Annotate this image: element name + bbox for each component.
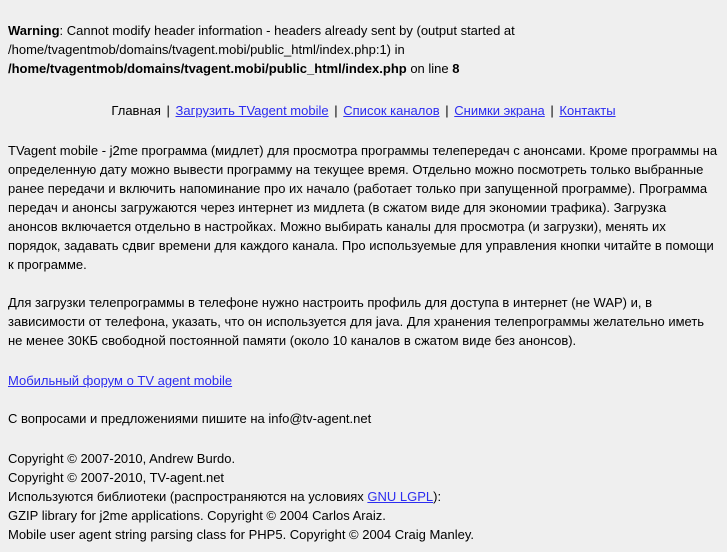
- php-warning-line-2: /home/tvagentmob/domains/tvagent.mobi/public_html/index.php:1) in: [8, 42, 405, 57]
- nav-link-channel-list[interactable]: Список каналов: [343, 103, 440, 118]
- php-warning-on-line-text: on line: [406, 61, 453, 76]
- library-credit-useragent: Mobile user agent string parsing class for PHP5. Copyright © 2004 Craig Manley.: [8, 527, 475, 542]
- libraries-license-line: [8, 487, 719, 506]
- nav-separator: |: [550, 103, 554, 118]
- copyright-author-line: Copyright © 2007-2010, Andrew Burdo.: [8, 451, 236, 466]
- library-credit-gzip: GZIP library for j2me applications. Copyright © 2004 Carlos Araiz.: [8, 508, 386, 523]
- php-warning-label: Warning: [8, 23, 60, 38]
- description-paragraph-2: Для загрузки телепрограммы в телефоне нужно настроить профиль для доступа в интернет (не WAP) и, в зависимости от телефона, указать, что он используется для java. Для хранения телепрограммы желательно иметь не менее 30КБ свободной постоянной памяти (около 10 каналов в сжатом виде без анонсов).: [8, 295, 705, 348]
- php-warning-line-1-text: : Cannot modify header information - headers already sent by (output started at: [59, 23, 515, 38]
- forum-link-line: [8, 371, 719, 390]
- nav-separator: |: [445, 103, 449, 118]
- libraries-license-suffix: ):: [433, 489, 442, 504]
- php-warning-line-3: [8, 59, 719, 78]
- libraries-license-prefix: Используются библиотеки (распространяются на условиях: [8, 489, 368, 504]
- php-warning-file-path: /home/tvagentmob/domains/tvagent.mobi/public_html/index.php: [8, 61, 407, 76]
- main-navigation: [8, 101, 719, 120]
- mobile-forum-link[interactable]: Мобильный форум о TV agent mobile: [8, 373, 233, 388]
- nav-item-home-current: Главная: [111, 103, 161, 118]
- contact-email-line: С вопросами и предложениями пишите на info@tv-agent.net: [8, 411, 372, 426]
- copyright-site-line: Copyright © 2007-2010, TV-agent.net: [8, 470, 225, 485]
- nav-separator: |: [166, 103, 170, 118]
- nav-link-download[interactable]: Загрузить TVagent mobile: [175, 103, 329, 118]
- nav-separator: |: [334, 103, 338, 118]
- description-paragraph-1: TVagent mobile - j2me программа (мидлет) для просмотра программы телепередач с анонсами. Кроме программы на определенную дату можно вывести программу на текущее время. Отдельно можно посмотреть только выбранные ранее передачи и включить напоминание про их начало (работает только при запущенной программе). Программа передач и анонсы загружаются через интернет из мидлета (в сжатом виде для экономии трафика). Загрузка анонсов включается отдельно в настройках. Можно выбирать каналы для просмотра (и загрузки), менять их порядок, задавать сдвиг времени для каждого канала. Про используемые для управления кнопки читайте в помощи к программе.: [8, 143, 718, 272]
- php-warning-block: [8, 21, 719, 78]
- nav-link-screenshots[interactable]: Снимки экрана: [454, 103, 545, 118]
- gnu-lgpl-link[interactable]: GNU LGPL: [367, 489, 434, 504]
- copyright-footer: [8, 449, 719, 544]
- php-warning-line-number: 8: [452, 61, 460, 76]
- php-warning-line-1: [8, 21, 719, 40]
- nav-link-contacts[interactable]: Контакты: [559, 103, 616, 118]
